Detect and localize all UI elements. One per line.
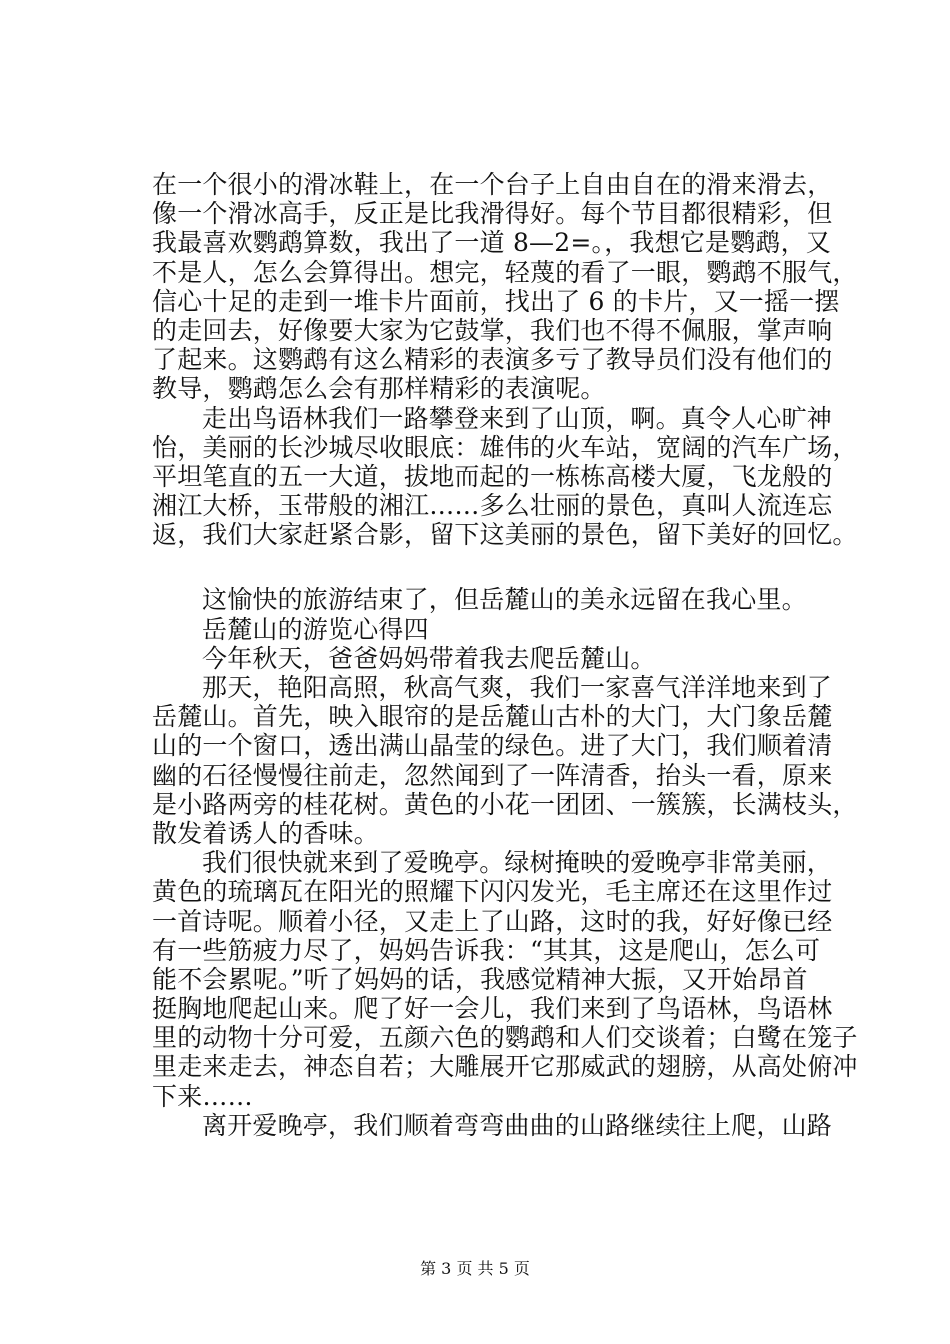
text-line: 怡，美丽的长沙城尽收眼底：雄伟的火车站，宽阔的汽车广场，: [152, 432, 858, 462]
text-line: 不是人，怎么会算得出。想完，轻蔑的看了一眼，鹦鹉不服气，: [152, 257, 858, 287]
text-line: 返，我们大家赶紧合影，留下这美丽的景色，留下美好的回忆。: [152, 520, 858, 550]
text-line: 这愉快的旅游结束了，但岳麓山的美永远留在我心里。: [202, 585, 807, 615]
text-line: 岳麓山。首先，映入眼帘的是岳麓山古朴的大门，大门象岳麓: [152, 702, 833, 732]
text-line: 的走回去，好像要大家为它鼓掌，我们也不得不佩服，掌声响: [152, 315, 833, 345]
text-line: 有一些筋疲力尽了，妈妈告诉我：“其其，这是爬山，怎么可: [152, 935, 821, 965]
text-line: 我们很快就来到了爱晚亭。绿树掩映的爱晚亭非常美丽，: [202, 848, 833, 878]
text-line: 能不会累呢。”听了妈妈的话，我感觉精神大振，又开始昂首: [152, 964, 808, 994]
text-line: 是小路两旁的桂花树。黄色的小花一团团、一簇簇，长满枝头，: [152, 789, 858, 819]
text-line: 下来……: [152, 1081, 253, 1111]
text-line: 挺胸地爬起山来。爬了好一会儿，我们来到了鸟语林，鸟语林: [152, 994, 833, 1024]
text-line: 平坦笔直的五一大道，拔地而起的一栋栋高楼大厦，飞龙般的: [152, 461, 833, 491]
text-line: 离开爱晚亭，我们顺着弯弯曲曲的山路继续往上爬，山路: [202, 1110, 833, 1140]
text-line: 散发着诱人的香味。: [152, 818, 379, 848]
text-line: 在一个很小的滑冰鞋上，在一个台子上自由自在的滑来滑去，: [152, 170, 833, 199]
text-line: 一首诗呢。顺着小径，又走上了山路，这时的我，好好像已经: [152, 906, 833, 936]
page-number-footer: 第 3 页 共 5 页: [420, 1259, 530, 1278]
text-line: 信心十足的走到一堆卡片面前，找出了 6 的卡片，又一摇一摆: [152, 286, 840, 316]
text-line: 幽的石径慢慢往前走，忽然闻到了一阵清香，抬头一看，原来: [152, 760, 833, 790]
text-line: 里的动物十分可爱，五颜六色的鹦鹉和人们交谈着；白鹭在笼子: [152, 1023, 858, 1053]
text-line: 我最喜欢鹦鹉算数，我出了一道 8—2=。，我想它是鹦鹉，又: [152, 228, 832, 258]
paragraph-gap: [152, 549, 852, 585]
body-text: [152, 170, 858, 1140]
text-line: 像一个滑冰高手，反正是比我滑得好。每个节目都很精彩，但: [152, 199, 833, 229]
text-line: 今年秋天，爸爸妈妈带着我去爬岳麓山。: [202, 643, 656, 673]
text-line: 里走来走去，神态自若；大雕展开它那威武的翅膀，从高处俯冲: [152, 1052, 858, 1082]
section-heading: 岳麓山的游览心得四: [202, 614, 429, 644]
text-line: 了起来。这鹦鹉有这么精彩的表演多亏了教导员们没有他们的: [152, 345, 833, 375]
text-line: 走出鸟语林我们一路攀登来到了山顶，啊。真令人心旷神: [202, 403, 833, 433]
text-line: 湘江大桥，玉带般的湘江……多么壮丽的景色，真叫人流连忘: [152, 491, 833, 521]
text-line: 那天，艳阳高照，秋高气爽，我们一家喜气洋洋地来到了: [202, 673, 833, 702]
text-line: 教导，鹦鹉怎么会有那样精彩的表演呢。: [152, 374, 606, 404]
text-line: 黄色的琉璃瓦在阳光的照耀下闪闪发光，毛主席还在这里作过: [152, 877, 833, 907]
text-line: 山的一个窗口，透出满山晶莹的绿色。进了大门，我们顺着清: [152, 731, 833, 761]
